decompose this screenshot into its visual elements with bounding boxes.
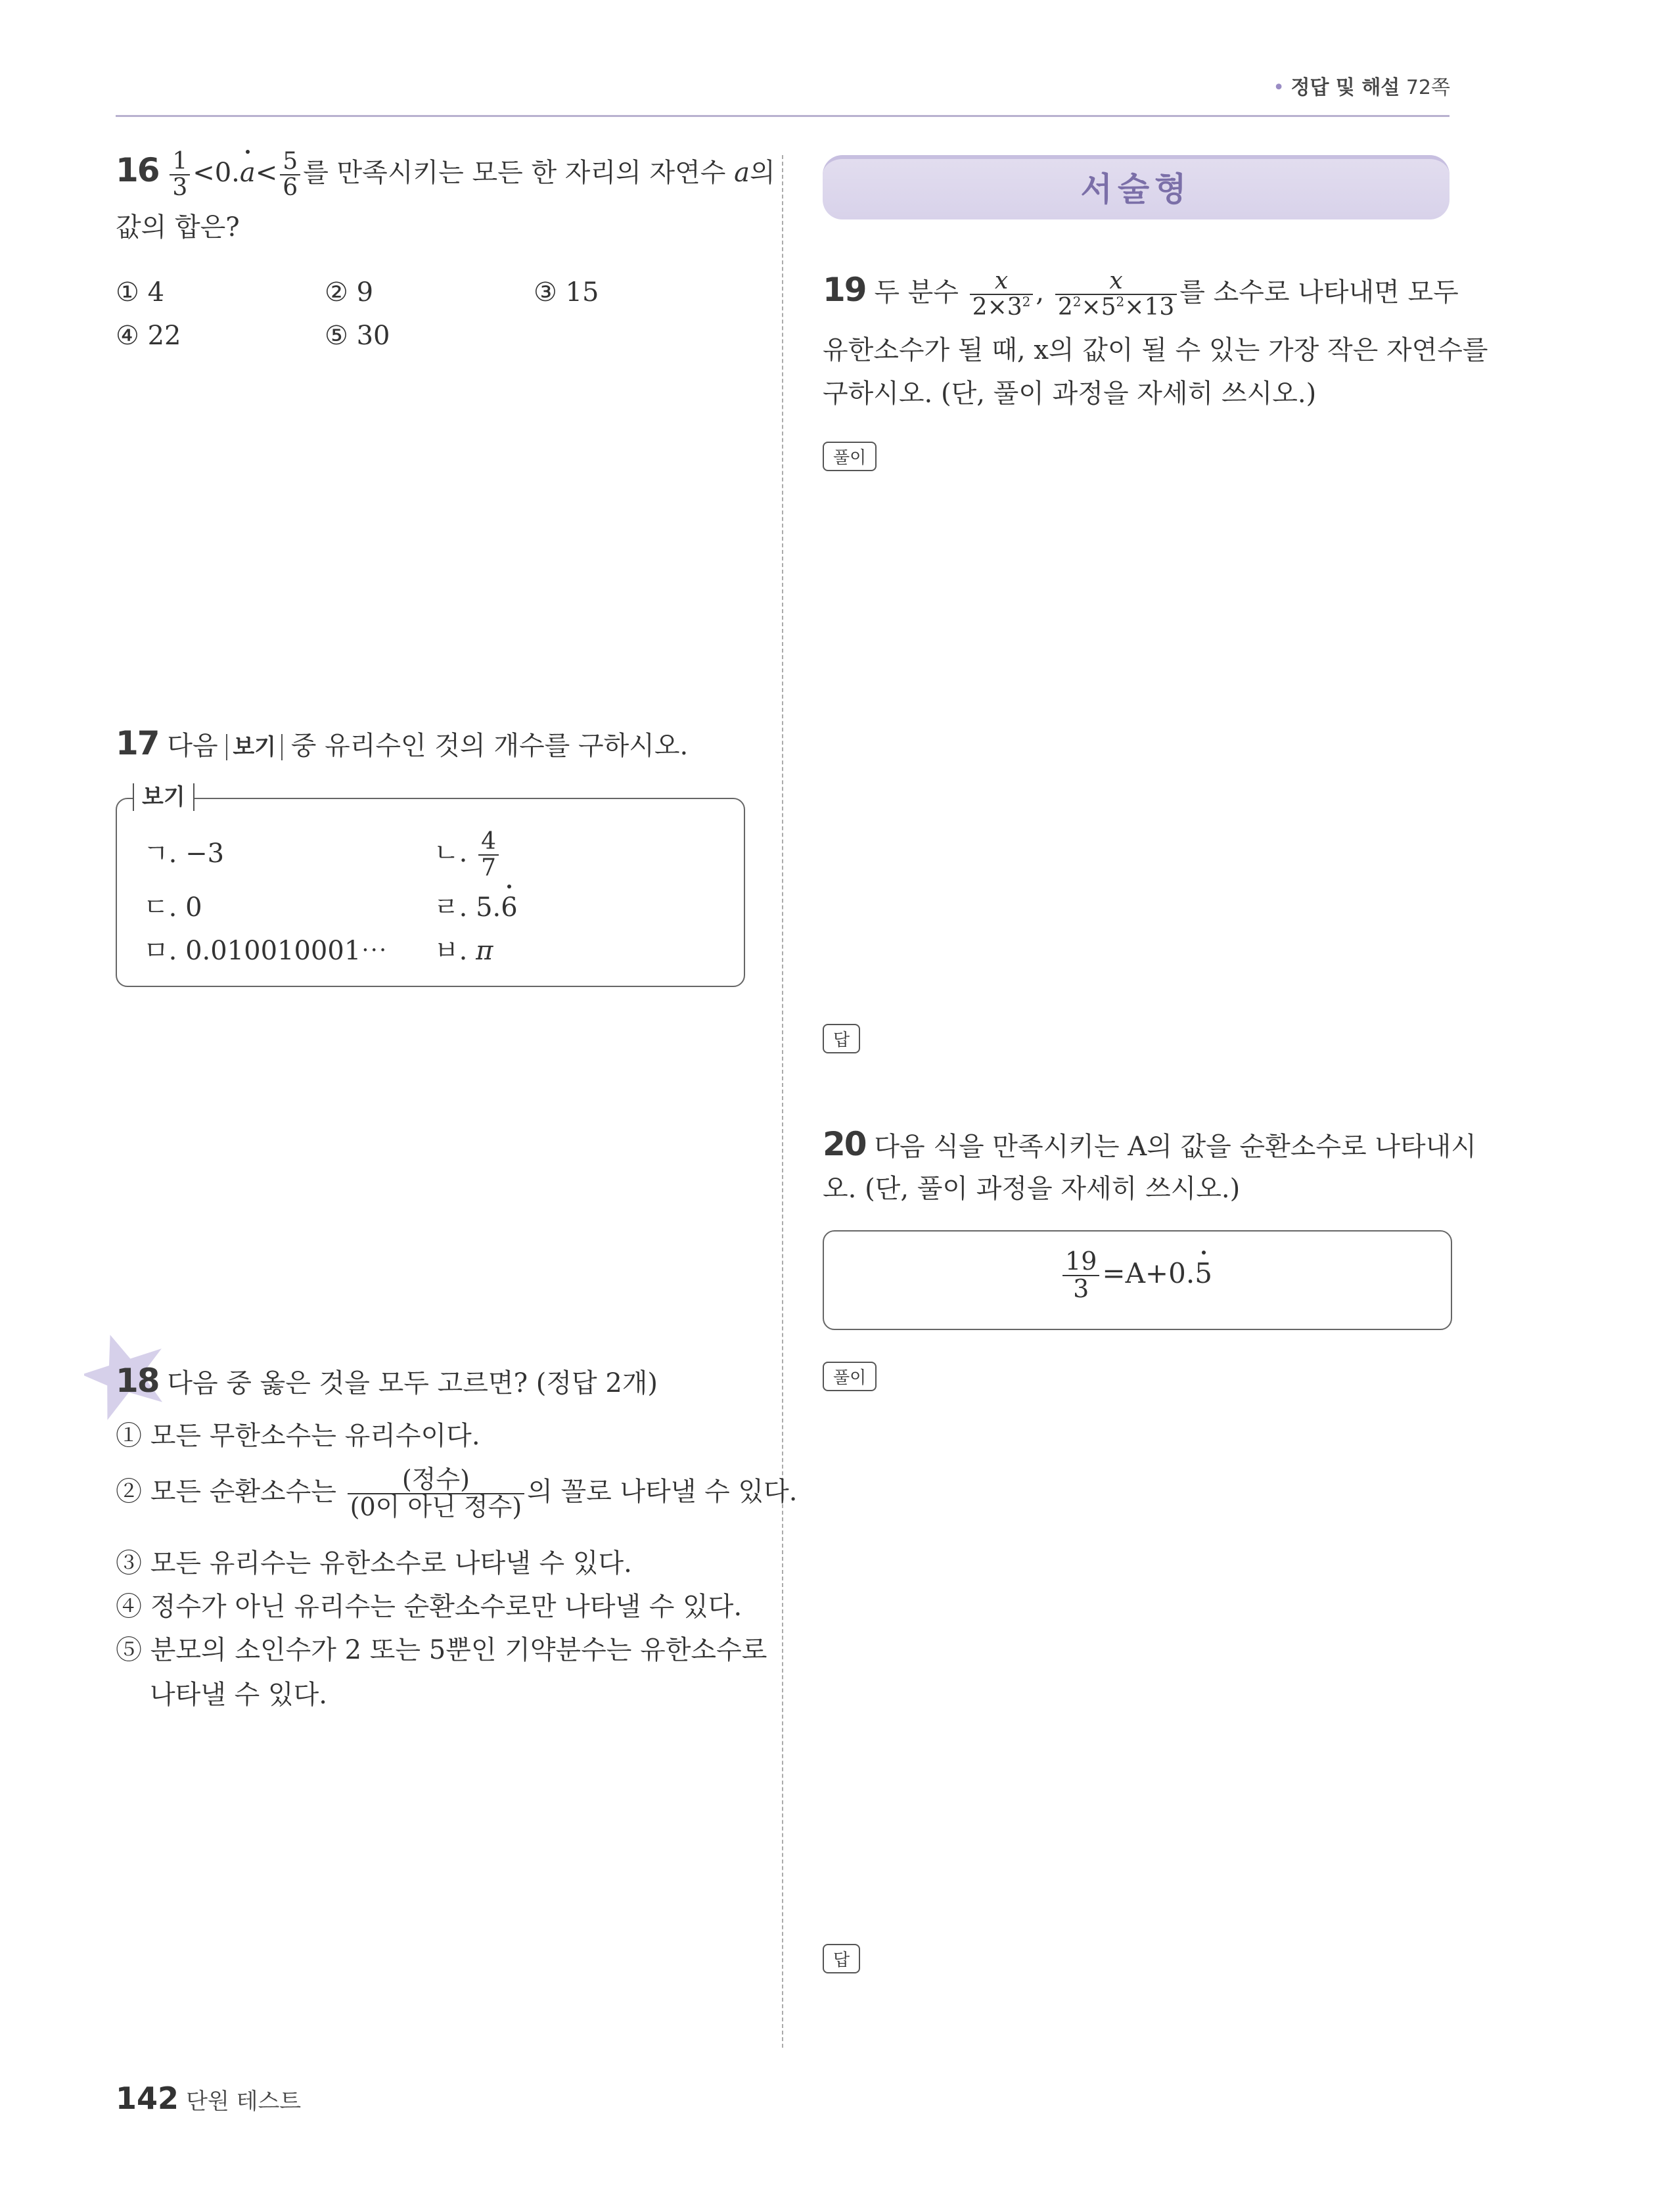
bogi-item-m: ㅁ. 0.010010001⋯ [143,936,388,966]
bogi-item-b: ㅂ. π [434,936,493,966]
q19-line3: 구하시오. (단, 풀이 과정을 자세히 쓰시오.) [823,379,1317,409]
section-title: 서술형 [1080,170,1192,208]
bogi-item-d: ㄷ. 0 [143,892,202,923]
q16-frac-1: $\frac{1}{3}$ [170,149,190,200]
q19-number: 19 [823,271,866,309]
header-bullet: • [1273,76,1285,99]
q20-equation: $\frac{19}{3}$ =A+0.5 [823,1249,1450,1302]
q20-line2: 오. (단, 풀이 과정을 자세히 쓰시오.) [823,1174,1241,1204]
q16-choice-2: ② 9 [325,277,374,308]
q18-number: 18 [116,1362,159,1400]
q17-bogi-label: 보기 [226,734,283,760]
q18-choice-1: ① 모든 무한소수는 유리수이다. [116,1421,480,1451]
q16-line2: 값의 합은? [116,212,240,242]
q18-choice-4: ④ 정수가 아닌 유리수는 순환소수로만 나타낼 수 있다. [116,1592,742,1622]
q19-answer-tag: 답 [823,1024,860,1053]
question-20: 20 다음 식을 만족시키는 A의 값을 순환소수로 나타내시 [823,1125,1476,1163]
q18-choice-2: ② 모든 순환소수는 $\frac{\text{(정수)}}{\text{(0이 아닌 정수)}}$ 의 꼴로 나타낼 수 있다. [116,1465,798,1521]
q18-choice-5-line2: 나타낼 수 있다. [150,1680,327,1710]
q18-choice-3: ③ 모든 유리수는 유한소수로 나타낼 수 있다. [116,1548,632,1578]
q16-choice-5: ⑤ 30 [325,321,390,351]
q16-choice-4: ④ 22 [116,321,181,351]
q19-line2: 유한소수가 될 때, x의 값이 될 수 있는 가장 작은 자연수를 [823,335,1488,365]
q20-number: 20 [823,1125,866,1163]
bogi-box-title: 보기 [133,783,194,811]
q19-solution-tag: 풀이 [823,442,877,471]
question-19: 19 두 분수 $\frac{x}{2\times 3^2}$ , $\frac{x}{2^2\times 5^2\times 13}$ 를 소수로 나타내면 모두 [823,267,1459,321]
question-18: 18 다음 중 옳은 것을 모두 고르면? (정답 2개) [116,1362,658,1400]
page-footer [116,2081,301,2116]
q20-answer-tag: 답 [823,1944,860,1973]
bogi-item-n: ㄴ. $\frac{4}{7}$ [434,829,501,881]
q16-frac-2: $\frac{5}{6}$ [280,149,300,200]
q20-solution-tag: 풀이 [823,1362,877,1391]
q16-choice-3: ③ 15 [534,277,599,308]
header-title: 정답 및 해설 [1290,76,1400,99]
page-header [1273,71,1450,100]
bogi-item-r: ㄹ. 5.6 [434,886,518,929]
q18-choice-5-line1: ⑤ 분모의 소인수가 2 또는 5뿐인 기약분수는 유한소수로 [116,1635,767,1665]
footer-label: 단원 테스트 [186,2088,302,2115]
question-16 [116,149,775,249]
q17-number: 17 [116,724,159,762]
question-17: 17 다음 보기 중 유리수인 것의 개수를 구하시오. [116,724,689,762]
column-divider [782,155,783,2048]
bogi-item-g: ㄱ. −3 [143,839,225,869]
q16-choice-1: ① 4 [116,277,165,308]
header-rule [116,115,1450,117]
q16-number: 16 [116,151,159,189]
header-page-ref: 72쪽 [1405,76,1450,99]
footer-page-number: 142 [116,2081,179,2116]
q16-line1: 16 $\frac{1}{3}$ <0.a< $\frac{5}{6}$ 를 만족시키는 모든 한 자리의 자연수 a의 [116,148,775,201]
